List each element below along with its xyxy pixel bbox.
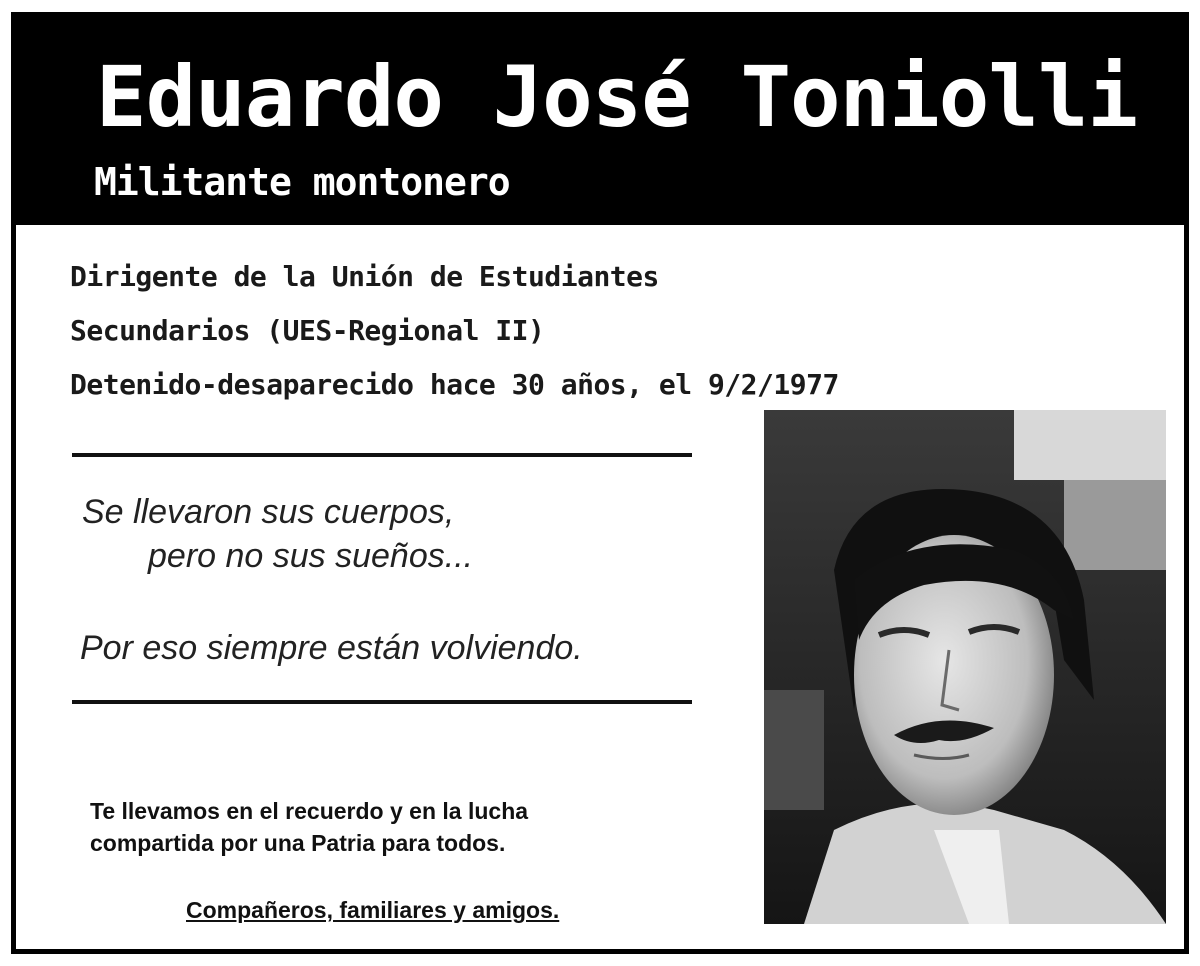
person-role: Militante montonero: [94, 160, 510, 204]
person-name: Eduardo José Toniolli: [96, 48, 1138, 146]
signature: Compañeros, familiares y amigos.: [186, 897, 560, 923]
memorial-card: [11, 12, 1189, 954]
detail-line-2: Secundarios (UES-Regional II): [70, 314, 545, 347]
detail-line-3: Detenido-desaparecido hace 30 años, el 9/2/1977: [70, 368, 839, 401]
closing-message: [90, 795, 528, 859]
divider-top: [72, 453, 692, 457]
detail-line-1: Dirigente de la Unión de Estudiantes: [70, 260, 659, 293]
quote-line-2: pero no sus sueños...: [148, 537, 474, 575]
quote-line-3: Por eso siempre están volviendo.: [80, 629, 583, 667]
quote-line-1: Se llevaron sus cuerpos,: [82, 493, 455, 531]
header-banner: [16, 17, 1184, 225]
portrait-photo: [764, 410, 1166, 924]
portrait-image: [764, 410, 1166, 924]
divider-bottom: [72, 700, 692, 704]
closing-line-2: compartida por una Patria para todos.: [90, 830, 506, 856]
closing-line-1: Te llevamos en el recuerdo y en la lucha: [90, 798, 529, 824]
